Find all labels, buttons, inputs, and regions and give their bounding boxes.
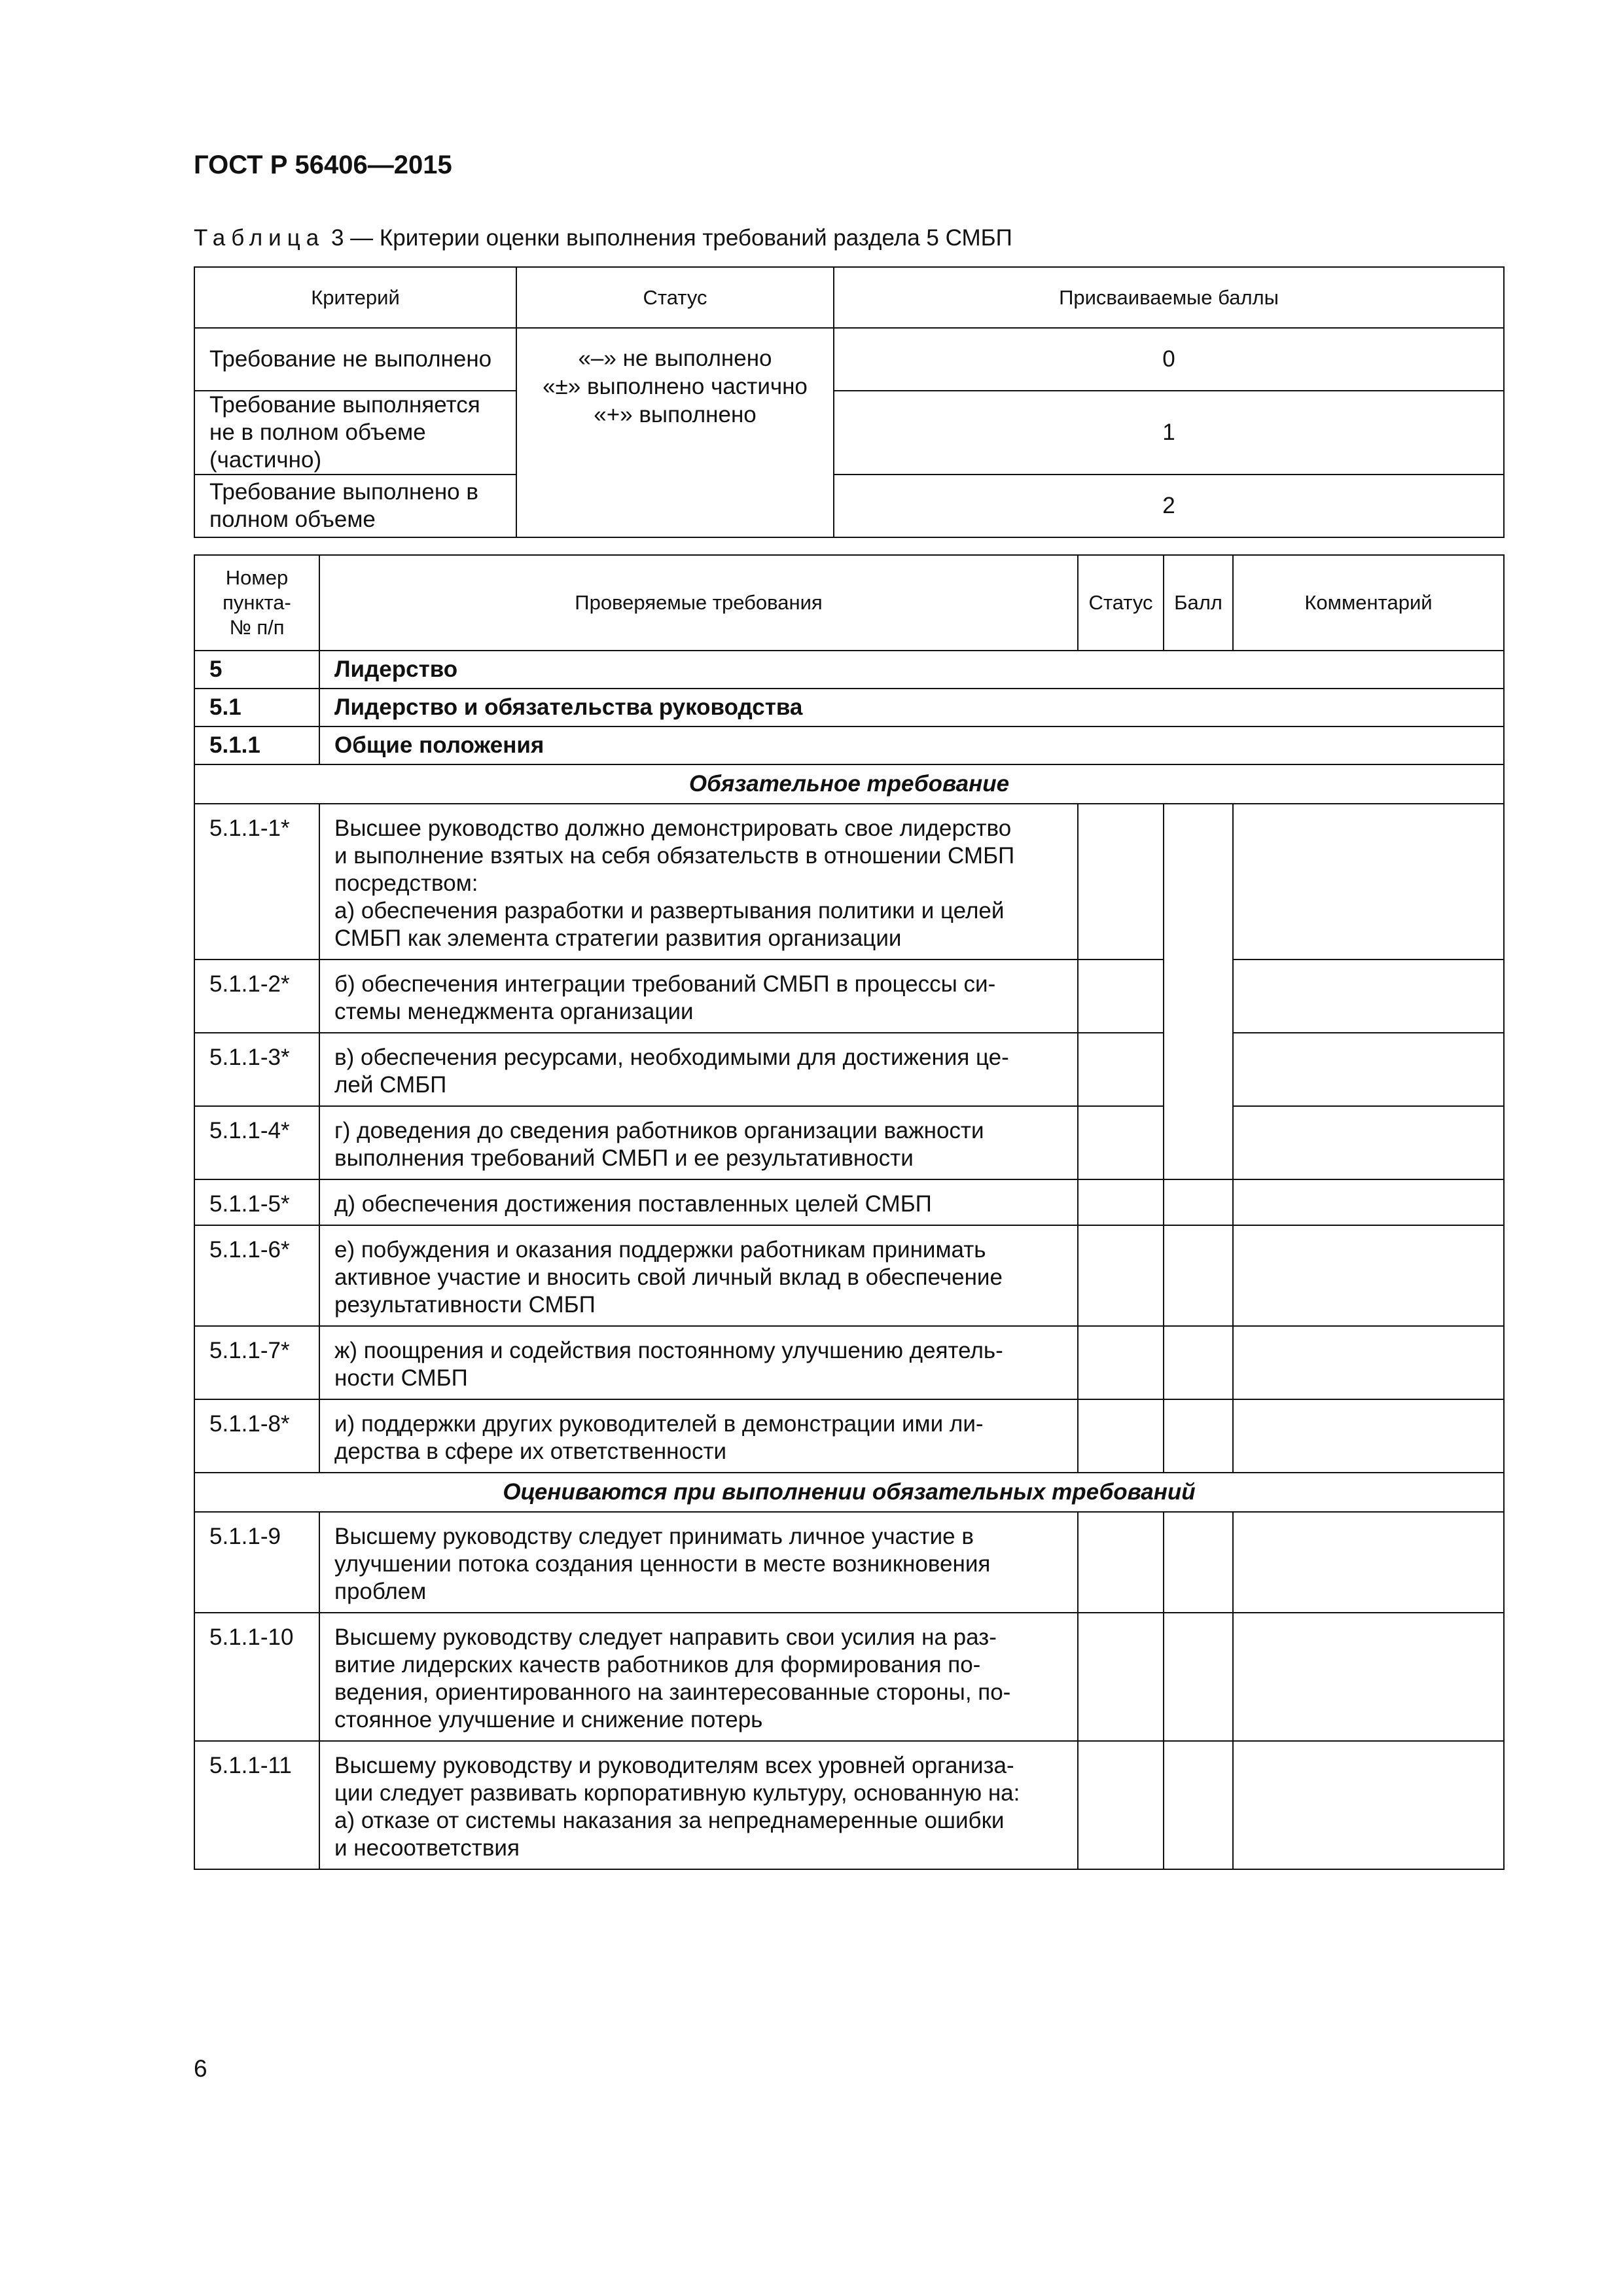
status-legend-line: «±» выполнено частично xyxy=(543,374,808,399)
status-cell xyxy=(1078,1613,1164,1741)
criteria-header-row xyxy=(194,267,1504,328)
requirement-line: и) поддержки других руководителей в демонстрации ими ли- xyxy=(334,1411,984,1437)
score-cell xyxy=(1164,1512,1233,1613)
criteria-table xyxy=(194,266,1505,538)
requirement-line: дерства в сфере их ответственности xyxy=(334,1439,727,1464)
section-title: Лидерство xyxy=(319,651,1504,689)
table-caption-label: Таблица xyxy=(194,225,325,251)
requirement-text xyxy=(319,804,1078,960)
criteria-text: Требование выполняется не в полном объеме (частично) xyxy=(194,391,516,475)
requirement-row xyxy=(194,1106,1504,1179)
status-cell xyxy=(1078,1179,1164,1225)
score-cell xyxy=(1164,804,1233,1179)
section-number: 5.1 xyxy=(194,689,319,726)
requirement-line: и несоответствия xyxy=(334,1835,520,1861)
requirement-number: 5.1.1-5* xyxy=(194,1179,319,1225)
requirement-text xyxy=(319,1399,1078,1473)
requirement-text xyxy=(319,960,1078,1033)
requirement-line: д) обеспечения достижения поставленных целей СМБП xyxy=(334,1191,932,1217)
requirement-line: ности СМБП xyxy=(334,1365,468,1391)
mandatory-band xyxy=(194,764,1504,804)
requirement-text xyxy=(319,1179,1078,1225)
status-legend-line: «–» не выполнено xyxy=(578,346,772,371)
requirement-line: б) обеспечения интеграции требований СМБП в процессы си- xyxy=(334,971,996,997)
status-cell xyxy=(1078,1512,1164,1613)
requirement-number: 5.1.1-2* xyxy=(194,960,319,1033)
requirement-text xyxy=(319,1225,1078,1326)
section-title: Общие положения xyxy=(319,726,1504,764)
header-comment: Комментарий xyxy=(1233,555,1504,651)
status-cell xyxy=(1078,1326,1164,1399)
status-legend-line: «+» выполнено xyxy=(594,402,757,427)
requirement-text xyxy=(319,1106,1078,1179)
section-number: 5.1.1 xyxy=(194,726,319,764)
criteria-status-legend xyxy=(516,328,834,537)
requirement-line: а) обеспечения разработки и развертывания политики и целей xyxy=(334,898,1005,924)
requirement-number: 5.1.1-7* xyxy=(194,1326,319,1399)
assessment-table xyxy=(194,554,1505,1870)
requirement-line: в) обеспечения ресурсами, необходимыми для достижения це- xyxy=(334,1045,1009,1070)
criteria-row xyxy=(194,328,1504,391)
table-caption-text: 3 — Критерии оценки выполнения требований раздела 5 СМБП xyxy=(325,225,1012,251)
requirement-number: 5.1.1-6* xyxy=(194,1225,319,1326)
requirement-line: Высшему руководству и руководителям всех уровней организа- xyxy=(334,1753,1014,1778)
requirement-line: а) отказе от системы наказания за непреднамеренные ошибки xyxy=(334,1808,1005,1833)
requirement-line: активное участие и вносить свой личный вклад в обеспечение xyxy=(334,1265,1003,1290)
requirement-line: е) побуждения и оказания поддержки работникам принимать xyxy=(334,1237,986,1263)
score-cell xyxy=(1164,1179,1233,1225)
requirement-row xyxy=(194,1399,1504,1473)
requirement-row xyxy=(194,804,1504,960)
document-code: ГОСТ Р 56406—2015 xyxy=(194,151,452,179)
section-row xyxy=(194,689,1504,726)
requirement-line: ведения, ориентированного на заинтересованные стороны, по- xyxy=(334,1679,1011,1705)
comment-cell xyxy=(1233,1399,1504,1473)
criteria-row xyxy=(194,391,1504,475)
requirement-line: ции следует развивать корпоративную культуру, основанную на: xyxy=(334,1780,1020,1806)
comment-cell xyxy=(1233,1225,1504,1326)
requirement-row xyxy=(194,1613,1504,1741)
requirement-row xyxy=(194,960,1504,1033)
requirement-line: Высшее руководство должно демонстрировать свое лидерство xyxy=(334,816,1012,841)
requirement-number: 5.1.1-8* xyxy=(194,1399,319,1473)
requirement-line: посредством: xyxy=(334,870,478,896)
comment-cell xyxy=(1233,804,1504,960)
requirement-text xyxy=(319,1326,1078,1399)
requirement-text xyxy=(319,1033,1078,1106)
requirement-line: СМБП как элемента стратегии развития организации xyxy=(334,925,902,951)
criteria-points: 2 xyxy=(834,475,1504,537)
requirement-text xyxy=(319,1741,1078,1869)
comment-cell xyxy=(1233,1613,1504,1741)
requirement-number: 5.1.1-1* xyxy=(194,804,319,960)
requirement-line: г) доведения до сведения работников организации важности xyxy=(334,1118,984,1143)
header-number xyxy=(194,555,319,651)
status-cell xyxy=(1078,804,1164,960)
criteria-points: 0 xyxy=(834,328,1504,391)
criteria-row xyxy=(194,475,1504,537)
requirement-row xyxy=(194,1512,1504,1613)
score-cell xyxy=(1164,1613,1233,1741)
requirement-line: выполнения требований СМБП и ее результативности xyxy=(334,1145,914,1171)
comment-cell xyxy=(1233,1741,1504,1869)
requirement-row xyxy=(194,1179,1504,1225)
requirement-row xyxy=(194,1326,1504,1399)
status-cell xyxy=(1078,1399,1164,1473)
requirement-row xyxy=(194,1741,1504,1869)
criteria-header-points: Присваиваемые баллы xyxy=(834,267,1504,328)
requirement-line: и выполнение взятых на себя обязательств в отношении СМБП xyxy=(334,843,1015,869)
requirement-line: витие лидерских качеств работников для формирования по- xyxy=(334,1652,981,1677)
requirement-row xyxy=(194,1033,1504,1106)
conditional-band xyxy=(194,1473,1504,1512)
header-score: Балл xyxy=(1164,555,1233,651)
conditional-band-text: Оцениваются при выполнении обязательных требований xyxy=(194,1473,1504,1512)
criteria-header-status: Статус xyxy=(516,267,834,328)
requirement-line: стоянное улучшение и снижение потерь xyxy=(334,1707,763,1732)
criteria-points: 1 xyxy=(834,391,1504,475)
score-cell xyxy=(1164,1326,1233,1399)
requirement-line: ж) поощрения и содействия постоянному улучшению деятель- xyxy=(334,1338,1003,1363)
status-cell xyxy=(1078,1225,1164,1326)
status-cell xyxy=(1078,1106,1164,1179)
criteria-text: Требование выполнено в полном объеме xyxy=(194,475,516,537)
requirement-number: 5.1.1-4* xyxy=(194,1106,319,1179)
comment-cell xyxy=(1233,1512,1504,1613)
section-row xyxy=(194,651,1504,689)
requirement-number: 5.1.1-10 xyxy=(194,1613,319,1741)
section-title: Лидерство и обязательства руководства xyxy=(319,689,1504,726)
score-cell xyxy=(1164,1225,1233,1326)
header-number-line: Номер xyxy=(225,566,289,589)
requirement-line: проблем xyxy=(334,1579,427,1604)
table-caption xyxy=(194,225,1012,251)
requirement-number: 5.1.1-11 xyxy=(194,1741,319,1869)
requirement-text xyxy=(319,1512,1078,1613)
comment-cell xyxy=(1233,1033,1504,1106)
requirement-line: улучшении потока создания ценности в месте возникновения xyxy=(334,1551,991,1577)
criteria-text: Требование не выполнено xyxy=(194,328,516,391)
status-cell xyxy=(1078,1033,1164,1106)
criteria-header-criterion: Критерий xyxy=(194,267,516,328)
requirement-line: стемы менеджмента организации xyxy=(334,999,694,1024)
header-requirement: Проверяемые требования xyxy=(319,555,1078,651)
requirement-line: Высшему руководству следует принимать личное участие в xyxy=(334,1524,974,1549)
requirement-number: 5.1.1-3* xyxy=(194,1033,319,1106)
section-number: 5 xyxy=(194,651,319,689)
comment-cell xyxy=(1233,960,1504,1033)
section-row xyxy=(194,726,1504,764)
requirement-line: Высшему руководству следует направить свои усилия на раз- xyxy=(334,1624,997,1650)
requirement-row xyxy=(194,1225,1504,1326)
requirement-line: результативности СМБП xyxy=(334,1292,596,1318)
score-cell xyxy=(1164,1399,1233,1473)
requirement-line: лей СМБП xyxy=(334,1072,447,1098)
page-number: 6 xyxy=(194,2055,207,2082)
assessment-header-row xyxy=(194,555,1504,651)
comment-cell xyxy=(1233,1326,1504,1399)
requirement-number: 5.1.1-9 xyxy=(194,1512,319,1613)
mandatory-band-text: Обязательное требование xyxy=(194,764,1504,804)
header-number-line: пункта- xyxy=(223,591,291,614)
comment-cell xyxy=(1233,1179,1504,1225)
comment-cell xyxy=(1233,1106,1504,1179)
requirement-text xyxy=(319,1613,1078,1741)
status-cell xyxy=(1078,1741,1164,1869)
status-cell xyxy=(1078,960,1164,1033)
header-number-line: № п/п xyxy=(229,616,285,639)
header-status: Статус xyxy=(1078,555,1164,651)
score-cell xyxy=(1164,1741,1233,1869)
